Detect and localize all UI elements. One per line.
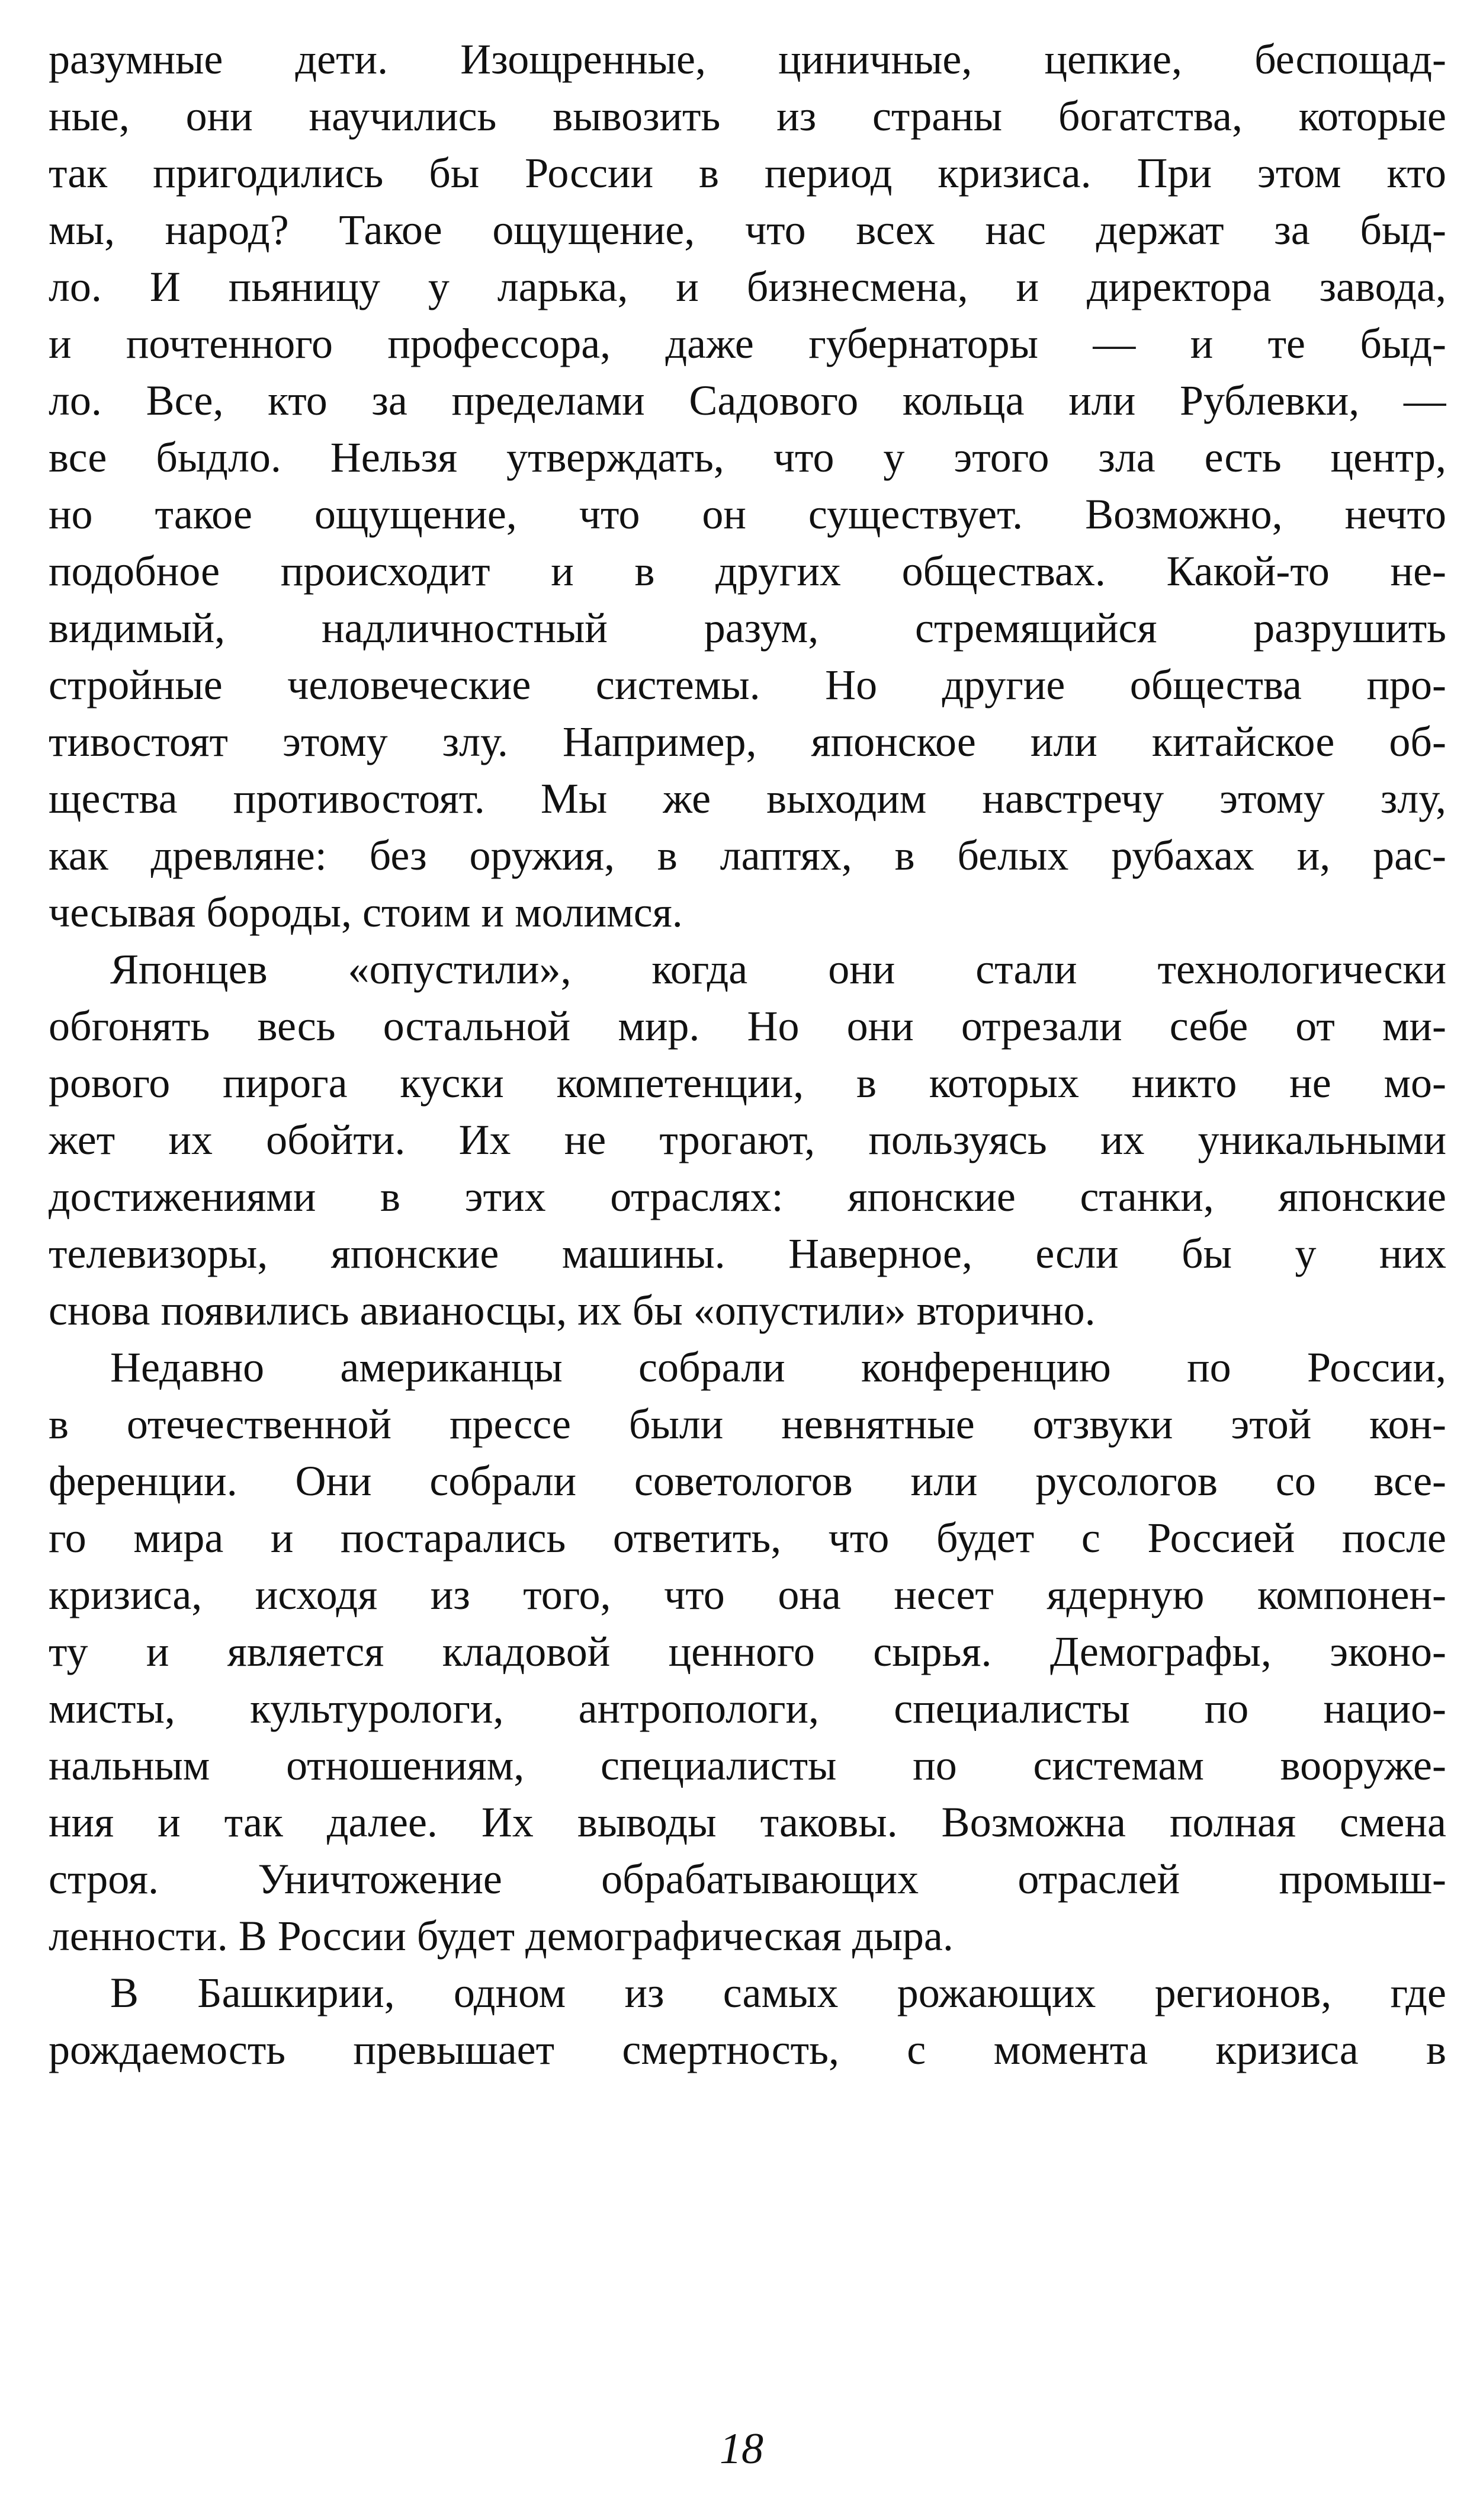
text-line: снова появились авианосцы, их бы «опустили» вторично. bbox=[49, 1287, 1096, 1334]
text-line: видимый, надличностный разум, стремящийся разрушить bbox=[49, 604, 1446, 652]
text-line: тивостоят этому злу. Например, японское или китайское об- bbox=[49, 718, 1446, 765]
text-line: и почтенного профессора, даже губернаторы — и те быд- bbox=[49, 320, 1446, 367]
text-line: достижениями в этих отраслях: японские станки, японские bbox=[49, 1173, 1446, 1220]
text-line: го мира и постарались ответить, что будет с Россией после bbox=[49, 1514, 1446, 1562]
text-line: рового пирога куски компетенции, в которых никто не мо- bbox=[49, 1059, 1446, 1107]
text-line: Недавно американцы собрали конференцию по России, bbox=[110, 1344, 1446, 1391]
text-line: кризиса, исходя из того, что она несет ядерную компонен- bbox=[49, 1571, 1446, 1618]
text-line: Японцев «опустили», когда они стали технологически bbox=[110, 945, 1446, 993]
text-line: обгонять весь остальной мир. Но они отрезали себе от ми- bbox=[49, 1002, 1446, 1050]
text-line: разумные дети. Изощренные, циничные, цепкие, беспощад- bbox=[49, 36, 1446, 83]
text-line: мисты, культурологи, антропологи, специалисты по нацио- bbox=[49, 1685, 1446, 1732]
text-line: все быдло. Нельзя утверждать, что у этого зла есть центр, bbox=[49, 434, 1446, 481]
body-text bbox=[49, 31, 1446, 2078]
text-line: ные, они научились вывозить из страны богатства, которые bbox=[49, 92, 1446, 140]
text-line: подобное происходит и в других обществах. Какой-то не- bbox=[49, 547, 1446, 595]
text-line: ния и так далее. Их выводы таковы. Возможна полная смена bbox=[49, 1798, 1446, 1846]
text-line: щества противостоят. Мы же выходим навстречу этому злу, bbox=[49, 775, 1446, 822]
text-line: рождаемость превышает смертность, с момента кризиса в bbox=[49, 2026, 1446, 2073]
text-line: мы, народ? Такое ощущение, что всех нас держат за быд- bbox=[49, 206, 1446, 254]
text-line: нальным отношениям, специалисты по системам вооруже- bbox=[49, 1742, 1446, 1789]
text-line: ту и является кладовой ценного сырья. Демографы, эконо- bbox=[49, 1628, 1446, 1675]
text-line: ференции. Они собрали советологов или русологов со все- bbox=[49, 1457, 1446, 1505]
page-number: 18 bbox=[720, 2425, 763, 2473]
text-line: телевизоры, японские машины. Наверное, если бы у них bbox=[49, 1230, 1446, 1277]
text-line: в отечественной прессе были невнятные отзвуки этой кон- bbox=[49, 1400, 1446, 1448]
text-line: жет их обойти. Их не трогают, пользуясь их уникальными bbox=[49, 1116, 1446, 1163]
text-line: стройные человеческие системы. Но другие общества про- bbox=[49, 661, 1446, 708]
text-line: ленности. В России будет демографическая дыра. bbox=[49, 1912, 954, 1960]
text-line: так пригодились бы России в период кризиса. При этом кто bbox=[49, 149, 1446, 197]
text-line: строя. Уничтожение обрабатывающих отраслей промыш- bbox=[49, 1855, 1446, 1903]
text-line: чесывая бороды, стоим и молимся. bbox=[49, 889, 683, 936]
text-line: В Башкирии, одном из самых рожающих регионов, где bbox=[110, 1969, 1446, 2016]
text-line: но такое ощущение, что он существует. Возможно, нечто bbox=[49, 490, 1446, 538]
text-line: как древляне: без оружия, в лаптях, в белых рубахах и, рас- bbox=[49, 832, 1446, 879]
text-line: ло. Все, кто за пределами Садового кольца или Рублевки, — bbox=[49, 377, 1446, 424]
text-line: ло. И пьяницу у ларька, и бизнесмена, и директора завода, bbox=[49, 263, 1446, 310]
